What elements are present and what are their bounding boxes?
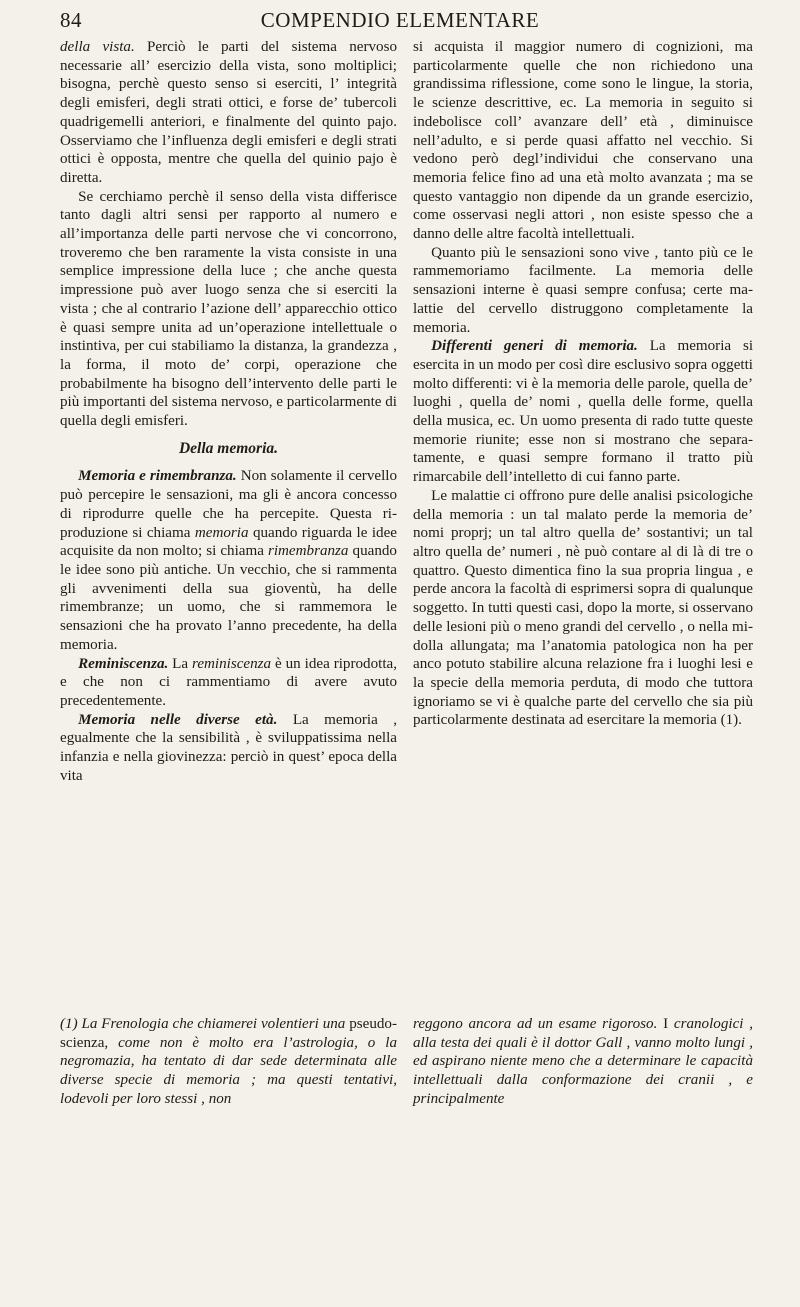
paragraph: si acquista il maggior numero di cognizioni, ma particolarmente quelle che non richiedono una grandissima riflessione, come sono le lingue, la storia, le scienze descrittive, ec. La memoria in seguito si indebolisce coll’ avanzare dell’ età , diminuisce nell’adulto, e si perde quasi affatto nel vecchio. Si vedono però degl’individui che conservano una memoria felice fino ad una età molto avanzata ; ma se questo vantaggio non dipende da un grande esercizio, come osservasi negli attori , non esiste spesso che a danno delle altre facoltà intellettuali. <box>413 39 753 243</box>
footnote-text: reggono ancora ad un esame rigoroso. I cranologici , alla testa dei quali è il dottor Gall , vanno molto lungi , ed aspirano niente meno che a determinare le capacità intellettuali dalla conformazione dei cranii , e principalmente <box>413 1016 753 1107</box>
paragraph: Se cerchiamo perchè il senso della vista differisce tanto dagli altri sensi per rapporto al numero e all’importanza delle parti nervose che vi concorrono, troveremo che ben raramente la vista consiste in una semplice impressione della luce ; che anche questa impressione può aver luogo senza che si eserciti la vista ; che al contrario l’azione dell’ apparecchio ottico è quasi sempre unita ad un’operazione intellettuale o instintiva, per cui stabiliamo la distanza, la grandezza , la forma, il moto de’ corpi, operazione che probabilmente ha bisogno dell’intervento delle parti le più importanti del sistema nervoso, e particolarmente di quella degli emisferi. <box>60 188 398 430</box>
run-in-heading: Differenti generi di memoria. <box>431 338 638 355</box>
footnote-right <box>413 1015 753 1109</box>
left-column <box>60 38 397 785</box>
running-title: COMPENDIO ELEMENTARE <box>260 8 540 32</box>
footnote-text: (1) La Frenologia che chiamerei volentieri una pseudo-scienza, come non è molto era l’astrologia, o la negromazia, ha tentato di dar sede determinata alle diverse specie di memoria ; ma questi tentativi, lodevoli per loro stessi , non <box>60 1016 397 1107</box>
right-column <box>413 38 753 730</box>
paragraph: Differenti generi di memoria. La memoria si esercita in un modo per così dire esclusivo sopra oggetti molto differenti: vi è la memoria delle parole, quella de’ luoghi , quella de’ nomi , quella delle forme, quella della musica, ec. Un uomo presenta di rado tutte queste memorie riunite; esse non si mostrano che separatamente, e quasi sempre formano il tratto più rimarcabile dell’intelletto di cui fanno parte. <box>413 338 754 486</box>
page-header <box>50 4 750 36</box>
continued-phrase: della vista. <box>60 39 135 55</box>
paragraph: Quanto più le sensazioni sono vive , tanto più ce le rammemoriamo facilmente. La memoria delle sensazioni interne è quasi sempre confusa; certe malattie del cervello distruggono completamente la memoria. <box>413 244 753 336</box>
page-number: 84 <box>60 8 82 32</box>
footnote-left <box>60 1015 397 1109</box>
run-in-heading: Memoria nelle diverse età. <box>78 711 278 728</box>
paragraph: Le malattie ci offrono pure delle analisi psicologiche della memoria : un tal malato perde la memoria de’ nomi proprj; un tal altro quella de’ sostantivi; un tal altro quella de’ numeri , nè può contare al di là di tre o quattro. Questo dimentica fino la sua propria lingua , e perde ancora la facoltà di esprimersi sopra di qualunque soggetto. In tutti questi casi, dopo la morte, si osservano delle lesioni più o meno grandi del cervello , o nella midolla allungata; ma l’anatomia patologica non ha per anco potuto stabilire alcuna relazione fra i luoghi lesi e la specie della memoria perduta, di modo che tuttora ignoriamo se vi è qualche parte del cervello che sia più particolarmente destinata ad esercitare la memoria (1). <box>413 487 753 729</box>
paragraph: Memoria nelle diverse età. La memoria , egualmente che la sensibilità , è sviluppatissima nella infanzia e nella giovinezza: perciò in quest’ epoca della vita <box>60 711 397 784</box>
run-in-heading: Memoria e rimembranza. <box>78 468 237 485</box>
section-heading: Della memoria. <box>178 439 279 457</box>
run-in-heading: Reminiscenza. <box>78 655 169 672</box>
paragraph: della vista. Perciò le parti del sistema nervoso necessarie all’ esercizio della vista, sono moltiplici; bisogna, perchè questo senso si eserciti, l’ integrità degli emisferi, degli strati ottici, e forse de’ tubercoli quadrigemelli anteriori, e finalmente del quinto pajo. Osserviamo che l’influenza degli emisferi e degli strati ottici è opposta, mentre che quella del quinio pajo è diretta. <box>60 39 397 186</box>
paragraph: Memoria e rimembranza. Non solamente il cervello può percepire le sensazioni, ma gli è ancora concesso di riprodurre quelle che ha percepite. Questa riproduzione si chiama memoria quando riguarda le idee acquisite da non molto; si chiama rimembranza quando le idee sono più antiche. Un vecchio, che si rammenta gli avvenimenti della sua gioventù, ha delle rimembranze; un uomo, che si rammemora le sensazioni che ha provato l’anno precedente, ha della memoria. <box>60 468 397 653</box>
paragraph: Reminiscenza. La reminiscenza è un idea riprodotta, e che non ci rammentiamo di avere avuto precedentemente. <box>60 655 397 709</box>
